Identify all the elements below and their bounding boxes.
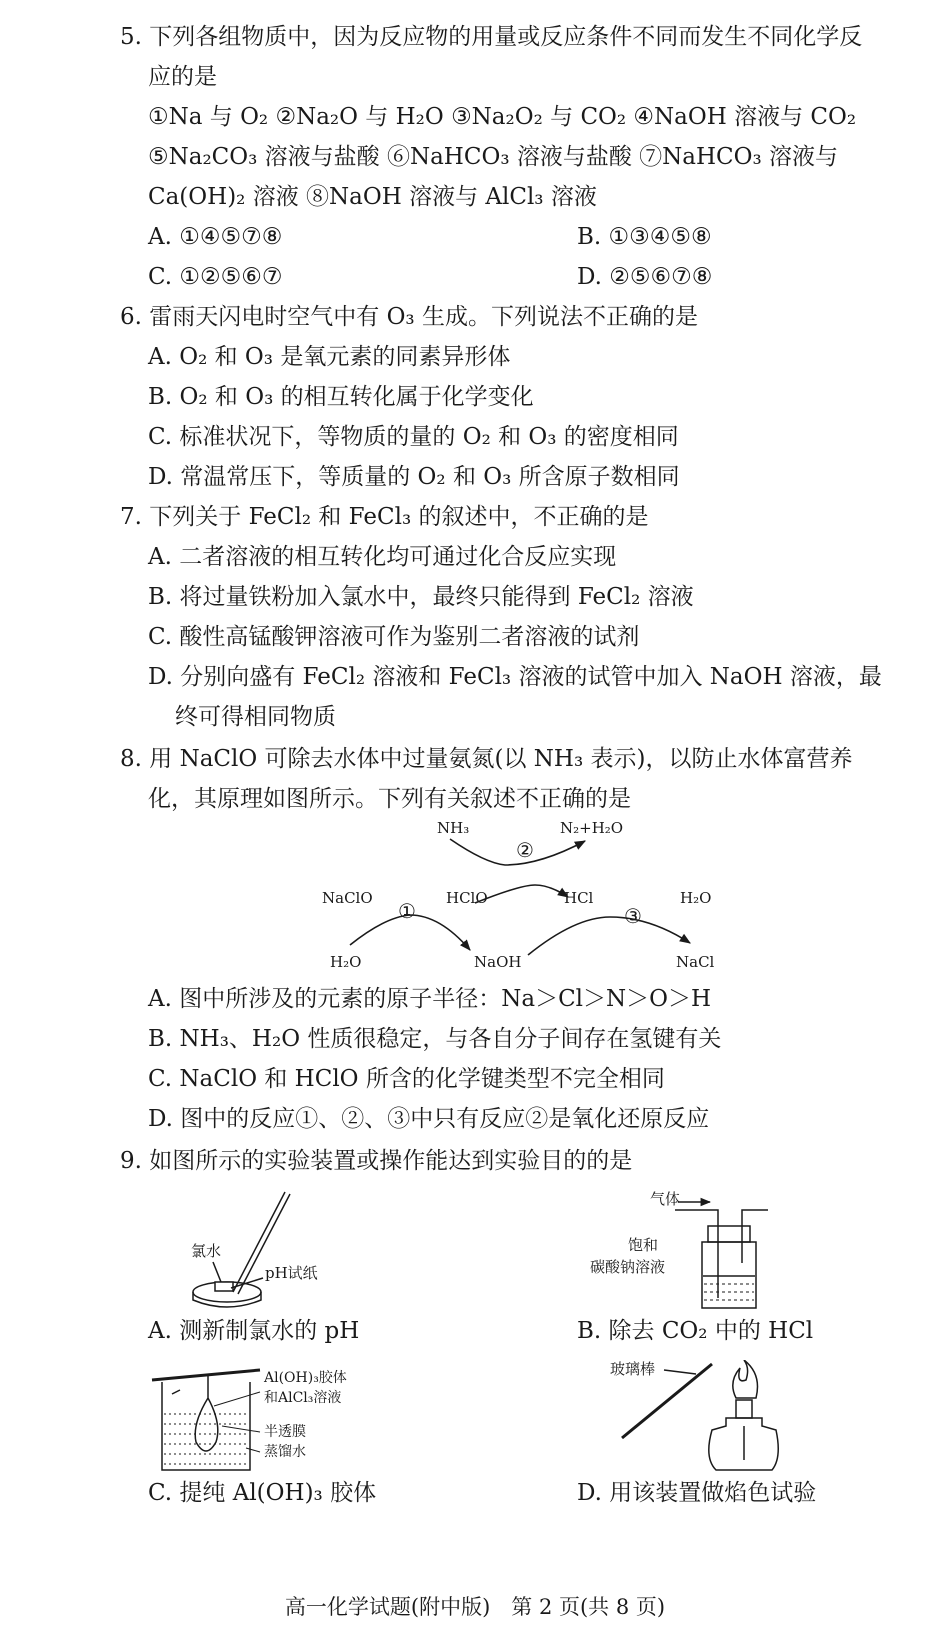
- q5-option-d: D. ②⑤⑥⑦⑧: [577, 264, 713, 290]
- q6-stem: 6. 雷雨天闪电时空气中有 O₃ 生成。下列说法不正确的是: [120, 304, 698, 330]
- q7-option-d-line2: 终可得相同物质: [175, 704, 336, 730]
- figure-a-ph-test: [185, 1190, 335, 1320]
- q8-option-c: C. NaClO 和 HClO 所含的化学键类型不完全相同: [148, 1066, 665, 1092]
- q8-option-b: B. NH₃、H₂O 性质很稳定，与各自分子间存在氢键有关: [148, 1026, 722, 1052]
- reaction-cycle-diagram: [310, 815, 740, 980]
- q6-option-d: D. 常温常压下，等质量的 O₂ 和 O₃ 所含原子数相同: [148, 464, 680, 490]
- page-footer: 高一化学试题(附中版) 第 2 页(共 8 页): [284, 1595, 666, 1619]
- species-n2-h2o: N₂+H₂O: [560, 819, 624, 837]
- species-nacl: NaCl: [676, 953, 715, 971]
- species-h2o-reactant: H₂O: [330, 953, 362, 971]
- q7-stem: 7. 下列关于 FeCl₂ 和 FeCl₃ 的叙述中，不正确的是: [120, 504, 649, 530]
- fig-c-label-distilled-water: 蒸馏水: [264, 1444, 306, 1460]
- species-h2o-product: H₂O: [680, 889, 712, 907]
- q6-option-a: A. O₂ 和 O₃ 是氧元素的同素异形体: [148, 344, 511, 370]
- fig-b-label-sodium-carbonate: 碳酸钠溶液: [590, 1258, 666, 1276]
- species-hclo: HClO: [446, 889, 488, 907]
- arrow-hclo-hcl: [475, 885, 568, 903]
- q8-option-a: A. 图中所涉及的元素的原子半径：Na＞Cl＞N＞O＞H: [148, 986, 712, 1012]
- q5-stem-line1: 5. 下列各组物质中，因为反应物的用量或反应条件不同而发生不同化学反: [120, 24, 863, 50]
- species-nh3: NH₃: [437, 819, 470, 837]
- fig-c-label-colloid: Al(OH)₃胶体: [264, 1370, 347, 1386]
- fig-c-label-membrane: 半透膜: [264, 1424, 306, 1440]
- q7-option-b: B. 将过量铁粉加入氯水中，最终只能得到 FeCl₂ 溶液: [148, 584, 694, 610]
- fig-a-label-ph-paper: pH试纸: [265, 1264, 318, 1282]
- arrow-step-3: [528, 917, 690, 955]
- figure-d-flame-test: [600, 1360, 800, 1476]
- q5-option-c: C. ①②⑤⑥⑦: [148, 264, 283, 290]
- fig-a-label-chlorine-water: 氯水: [191, 1242, 222, 1260]
- q9-option-c: C. 提纯 Al(OH)₃ 胶体: [148, 1480, 377, 1506]
- q5-option-a: A. ①④⑤⑦⑧: [148, 224, 283, 250]
- q5-pairs-line3: Ca(OH)₂ 溶液 ⑧NaOH 溶液与 AlCl₃ 溶液: [148, 184, 597, 210]
- q6-option-c: C. 标准状况下，等物质的量的 O₂ 和 O₃ 的密度相同: [148, 424, 679, 450]
- step-1-label: ①: [398, 899, 416, 923]
- step-2-label: ②: [516, 838, 534, 862]
- species-naclo: NaClO: [322, 889, 373, 907]
- q9-option-b: B. 除去 CO₂ 中的 HCl: [577, 1318, 814, 1344]
- q8-stem-line2: 化，其原理如图所示。下列有关叙述不正确的是: [148, 786, 631, 812]
- fig-d-label-glass-rod: 玻璃棒: [610, 1360, 656, 1378]
- q5-pairs-line2: ⑤Na₂CO₃ 溶液与盐酸 ⑥NaHCO₃ 溶液与盐酸 ⑦NaHCO₃ 溶液与: [148, 144, 839, 170]
- q5-stem-line2: 应的是: [148, 64, 217, 90]
- step-3-label: ③: [624, 904, 642, 928]
- fig-c-label-alcl3: 和AlCl₃溶液: [264, 1390, 342, 1406]
- q5-pairs-line1: ①Na 与 O₂ ②Na₂O 与 H₂O ③Na₂O₂ 与 CO₂ ④NaOH 溶液与 CO₂: [148, 104, 857, 130]
- q8-option-d: D. 图中的反应①、②、③中只有反应②是氧化还原反应: [148, 1106, 710, 1132]
- fig-b-label-gas: 气体: [650, 1190, 681, 1208]
- species-hcl: HCl: [564, 889, 594, 907]
- q9-option-d: D. 用该装置做焰色试验: [577, 1480, 817, 1506]
- figure-c-dialysis: [150, 1364, 400, 1476]
- q6-option-b: B. O₂ 和 O₃ 的相互转化属于化学变化: [148, 384, 534, 410]
- q8-stem-line1: 8. 用 NaClO 可除去水体中过量氨氮(以 NH₃ 表示)，以防止水体富营养: [120, 746, 853, 772]
- q7-option-a: A. 二者溶液的相互转化均可通过化合反应实现: [148, 544, 617, 570]
- q7-option-c: C. 酸性高锰酸钾溶液可作为鉴别二者溶液的试剂: [148, 624, 640, 650]
- fig-b-label-saturated: 饱和: [628, 1236, 659, 1254]
- figure-b-gas-washing-bottle: [590, 1188, 790, 1313]
- q9-option-a: A. 测新制氯水的 pH: [148, 1318, 360, 1344]
- species-naoh: NaOH: [474, 953, 522, 971]
- q9-stem: 9. 如图所示的实验装置或操作能达到实验目的的是: [120, 1148, 633, 1174]
- q7-option-d-line1: D. 分别向盛有 FeCl₂ 溶液和 FeCl₃ 溶液的试管中加入 NaOH 溶液，最: [148, 664, 882, 690]
- q5-option-b: B. ①③④⑤⑧: [577, 224, 712, 250]
